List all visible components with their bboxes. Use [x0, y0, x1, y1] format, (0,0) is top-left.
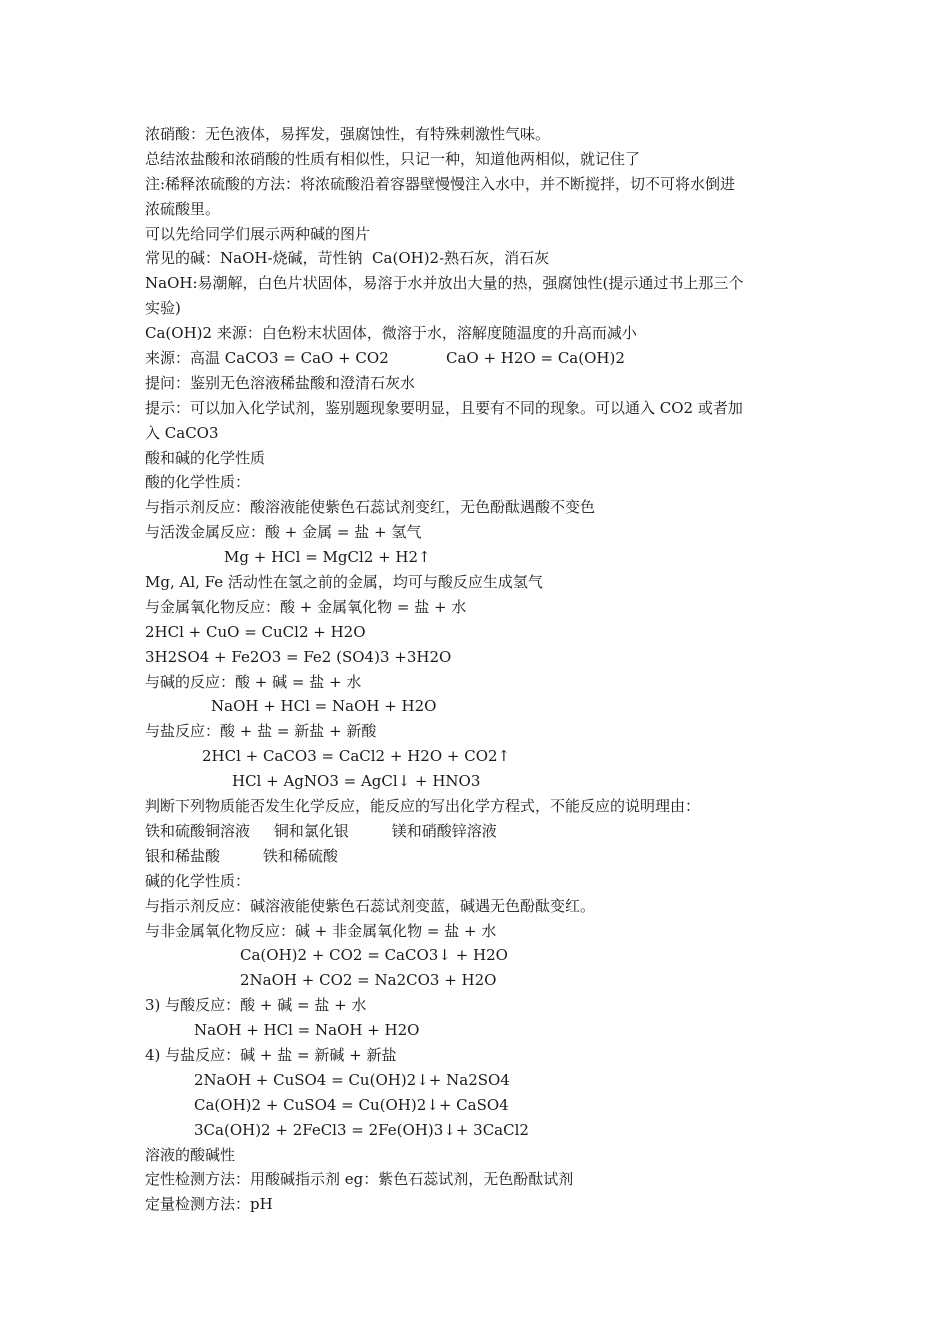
text-line: 溶液的酸碱性: [145, 1145, 236, 1164]
text-line: 来源：高温 CaCO3 = CaO + CO2 CaO + H2O = Ca(OH)2: [145, 349, 625, 368]
text-line: NaOH:易潮解，白色片状固体，易溶于水并放出大量的热，强腐蚀性(提示通过书上那三个: [145, 274, 744, 293]
text-line: 铁和硫酸铜溶液 铜和氯化银 镁和硝酸锌溶液: [145, 821, 497, 840]
text-line: Ca(OH)2 + CO2 = CaCO3↓ + H2O: [240, 946, 508, 965]
text-line: 2HCl + CaCO3 = CaCl2 + H2O + CO2↑: [202, 747, 511, 766]
text-line: 2HCl + CuO = CuCl2 + H2O: [145, 622, 366, 641]
text-line: Ca(OH)2 来源：白色粉末状固体，微溶于水，溶解度随温度的升高而减小: [145, 324, 637, 343]
text-line: 与活泼金属反应：酸 + 金属 = 盐 + 氢气: [145, 523, 422, 542]
text-line: 3Ca(OH)2 + 2FeCl3 = 2Fe(OH)3↓+ 3CaCl2: [194, 1120, 529, 1139]
text-line: NaOH + HCl = NaOH + H2O: [211, 697, 437, 716]
text-line: Mg, Al, Fe 活动性在氢之前的金属，均可与酸反应生成氢气: [145, 573, 543, 592]
text-line: 注:稀释浓硫酸的方法：将浓硫酸沿着容器壁慢慢注入水中，并不断搅拌，切不可将水倒进: [145, 174, 736, 193]
text-line: 可以先给同学们展示两种碱的图片: [145, 224, 371, 243]
text-line: 总结浓盐酸和浓硝酸的性质有相似性，只记一种，知道他两相似，就记住了: [145, 149, 641, 168]
text-line: Mg + HCl = MgCl2 + H2↑: [224, 548, 431, 567]
text-line: 判断下列物质能否发生化学反应，能反应的写出化学方程式，不能反应的说明理由：: [145, 797, 701, 816]
text-line: 与非金属氧化物反应：碱 + 非金属氧化物 = 盐 + 水: [145, 921, 497, 940]
text-line: 酸的化学性质：: [145, 473, 251, 492]
text-line: 提示：可以加入化学试剂，鉴别题现象要明显，且要有不同的现象。可以通入 CO2 或者加: [145, 398, 743, 417]
text-line: 定性检测方法：用酸碱指示剂 eg：紫色石蕊试剂，无色酚酞试剂: [145, 1170, 574, 1189]
text-line: 碱的化学性质：: [145, 871, 251, 890]
text-line: 入 CaCO3: [145, 423, 219, 442]
text-line: 3) 与酸反应：酸 + 碱 = 盐 + 水: [145, 996, 367, 1015]
text-line: 2NaOH + CO2 = Na2CO3 + H2O: [240, 971, 497, 990]
text-line: 4) 与盐反应：碱 + 盐 = 新碱 + 新盐: [145, 1045, 397, 1064]
text-line: 常见的碱：NaOH-烧碱，苛性钠 Ca(OH)2-熟石灰，消石灰: [145, 249, 550, 268]
text-line: 银和稀盐酸 铁和稀硫酸: [145, 846, 338, 865]
text-line: 与指示剂反应：酸溶液能使紫色石蕊试剂变红，无色酚酞遇酸不变色: [145, 498, 596, 517]
text-line: 与碱的反应：酸 + 碱 = 盐 + 水: [145, 672, 362, 691]
text-line: 浓硫酸里。: [145, 199, 221, 218]
text-line: Ca(OH)2 + CuSO4 = Cu(OH)2↓+ CaSO4: [194, 1095, 509, 1114]
text-line: 定量检测方法：pH: [145, 1195, 273, 1214]
text-line: 3H2SO4 + Fe2O3 = Fe2 (SO4)3 +3H2O: [145, 647, 452, 666]
text-line: 与指示剂反应：碱溶液能使紫色石蕊试剂变蓝，碱遇无色酚酞变红。: [145, 896, 596, 915]
text-line: HCl + AgNO3 = AgCl↓ + HNO3: [232, 772, 481, 791]
text-line: 实验): [145, 299, 181, 318]
text-line: 2NaOH + CuSO4 = Cu(OH)2↓+ Na2SO4: [194, 1070, 510, 1089]
text-line: 提问：鉴别无色溶液稀盐酸和澄清石灰水: [145, 373, 416, 392]
document-body: [145, 122, 815, 1217]
text-line: NaOH + HCl = NaOH + H2O: [194, 1021, 420, 1040]
text-line: 酸和碱的化学性质: [145, 448, 266, 467]
text-line: 与盐反应：酸 + 盐 = 新盐 + 新酸: [145, 722, 377, 741]
text-line: 与金属氧化物反应：酸 + 金属氧化物 = 盐 + 水: [145, 597, 467, 616]
text-line: 浓硝酸：无色液体，易挥发，强腐蚀性，有特殊刺激性气味。: [145, 125, 551, 143]
